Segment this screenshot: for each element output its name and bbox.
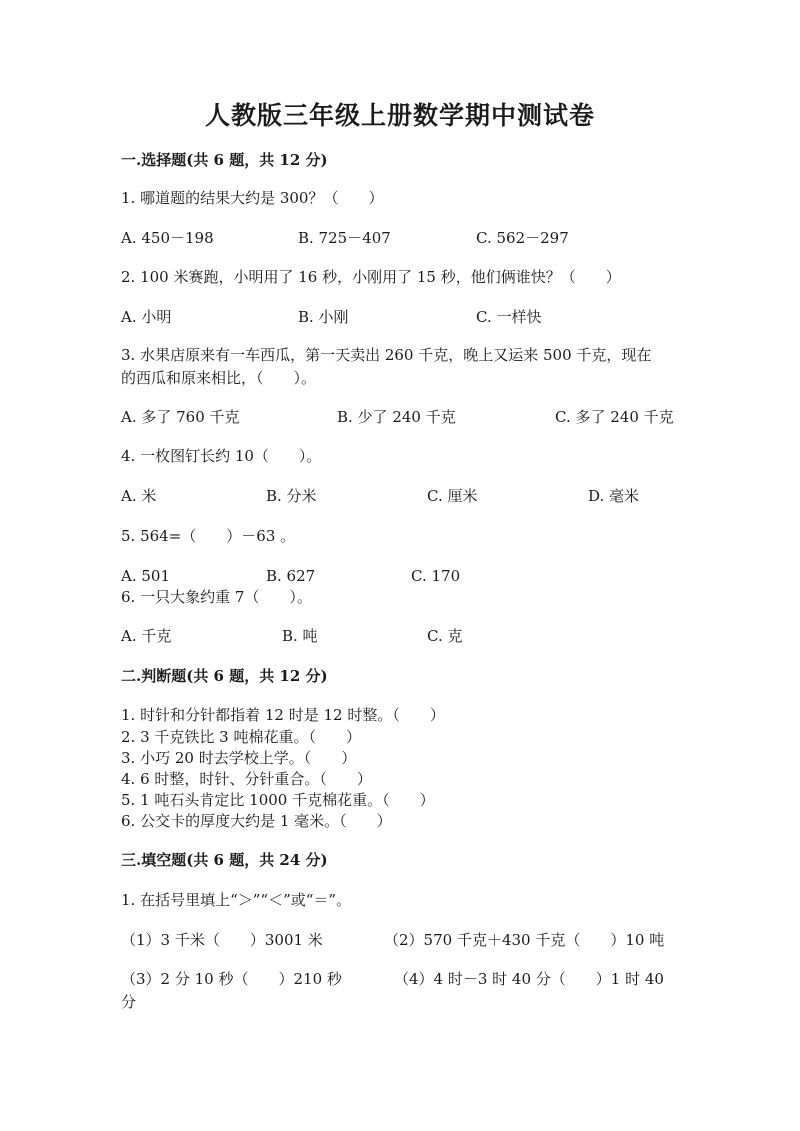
choice-3-option-b: B. 少了 240 千克 [337, 408, 456, 426]
choice-1-option-c: C. 562－297 [476, 229, 569, 247]
choice-6-option-b: B. 吨 [282, 627, 318, 645]
judge-item-6: 6. 公交卡的厚度大约是 1 毫米。（ ） [121, 812, 392, 830]
choice-4-option-b: B. 分米 [266, 487, 317, 505]
choice-3-option-a: A. 多了 760 千克 [121, 408, 240, 426]
choice-question-2: 2. 100 米赛跑，小明用了 16 秒，小刚用了 15 秒，他们俩谁快？（ ） [121, 268, 621, 286]
judge-item-3: 3. 小巧 20 时去学校上学。（ ） [121, 749, 357, 767]
choice-3-option-c: C. 多了 240 千克 [555, 408, 674, 426]
fill-item-3: （3）2 分 10 秒（ ）210 秒 [121, 970, 342, 988]
choice-5-option-b: B. 627 [266, 567, 316, 585]
choice-question-1: 1. 哪道题的结果大约是 300？（ ） [121, 189, 384, 207]
choice-question-3-line1: 3. 水果店原来有一车西瓜，第一天卖出 260 千克，晚上又运来 500 千克，现在 [121, 346, 652, 364]
fill-item-2: （2）570 千克＋430 千克（ ）10 吨 [384, 931, 665, 949]
choice-question-5: 5. 564=（ ）－63 。 [121, 527, 296, 545]
judge-item-2: 2. 3 千克铁比 3 吨棉花重。（ ） [121, 728, 361, 746]
choice-5-option-c: C. 170 [411, 567, 461, 585]
fill-item-1: （1）3 千米（ ）3001 米 [121, 931, 323, 949]
choice-4-option-d: D. 毫米 [588, 487, 640, 505]
fill-item-4-continued: 分 [121, 993, 137, 1011]
section-heading-choice: 一.选择题(共 6 题，共 12 分) [121, 151, 328, 169]
choice-question-6: 6. 一只大象约重 7（ ）。 [121, 588, 312, 606]
choice-question-4: 4. 一枚图钉长约 10（ ）。 [121, 447, 322, 465]
choice-4-option-a: A. 米 [121, 487, 157, 505]
page-title: 人教版三年级上册数学期中测试卷 [204, 101, 595, 130]
choice-6-option-c: C. 克 [427, 627, 463, 645]
choice-2-option-a: A. 小明 [121, 308, 172, 326]
judge-item-1: 1. 时针和分针都指着 12 时是 12 时整。（ ） [121, 706, 445, 724]
choice-2-option-c: C. 一样快 [476, 308, 542, 326]
choice-question-3-line2: 的西瓜和原来相比，（ ）。 [121, 369, 317, 387]
choice-5-option-a: A. 501 [121, 567, 170, 585]
choice-1-option-b: B. 725－407 [298, 229, 391, 247]
section-heading-judge: 二.判断题(共 6 题，共 12 分) [121, 667, 328, 685]
choice-4-option-c: C. 厘米 [427, 487, 478, 505]
section-heading-fill: 三.填空题(共 6 题，共 24 分) [121, 851, 328, 869]
choice-6-option-a: A. 千克 [121, 627, 172, 645]
fill-question-1: 1. 在括号里填上“＞”“＜”或“＝”。 [121, 891, 352, 909]
judge-item-4: 4. 6 时整，时针、分针重合。（ ） [121, 770, 372, 788]
choice-2-option-b: B. 小刚 [298, 308, 349, 326]
judge-item-5: 5. 1 吨石头肯定比 1000 千克棉花重。（ ） [121, 791, 435, 809]
choice-1-option-a: A. 450－198 [121, 229, 214, 247]
fill-item-4: （4）4 时－3 时 40 分（ ）1 时 40 [394, 970, 664, 988]
